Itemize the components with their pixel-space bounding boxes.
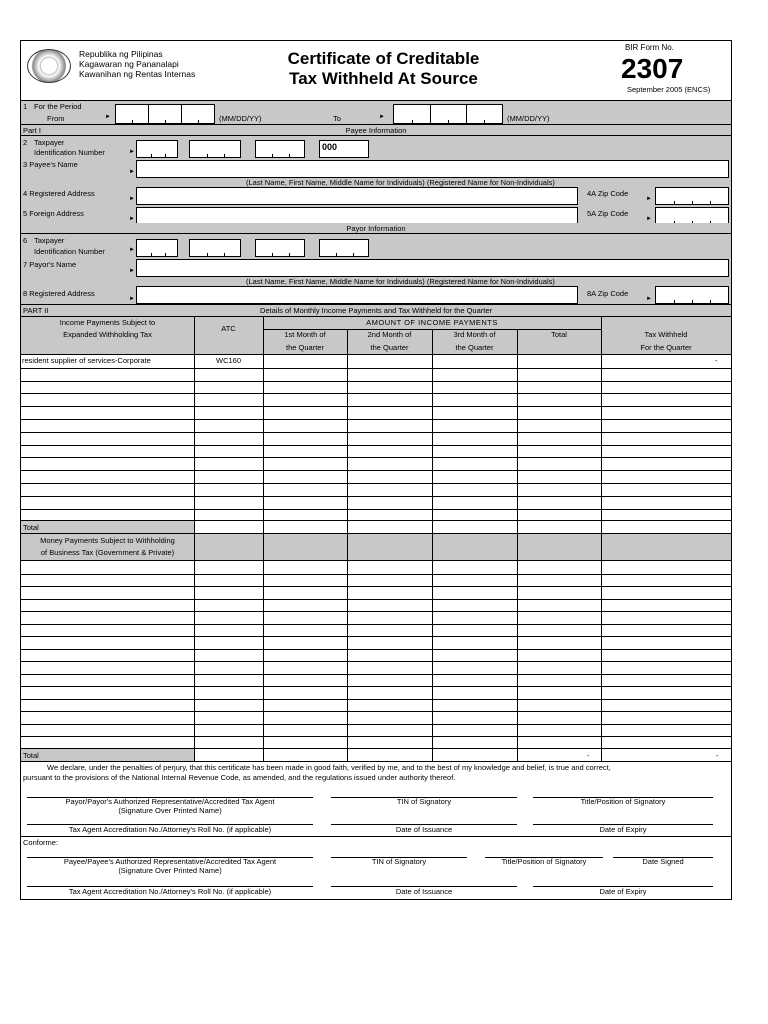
- form-header: [21, 41, 731, 101]
- payor-name-hint: (Last Name, First Name, Middle Name for Individuals) (Registered Name for Non-Individuals): [246, 277, 555, 286]
- payee-tin-label-2: Identification Number: [34, 148, 105, 157]
- agency-name: [79, 49, 195, 79]
- ewt-table-body: [21, 355, 731, 521]
- payee-tin-part2[interactable]: [189, 140, 241, 158]
- row1-tax-withheld: -: [715, 356, 718, 365]
- payee-tin-branch[interactable]: [319, 140, 369, 158]
- business-total-amount: -: [587, 751, 590, 760]
- payee-address-input[interactable]: [136, 187, 578, 205]
- business-total-row: [194, 749, 731, 762]
- payor-header: [21, 223, 731, 234]
- bir-form-2307: [20, 40, 732, 900]
- business-total-label: Total: [23, 751, 39, 760]
- payee-info-title: Payee Information: [345, 126, 407, 135]
- payor-address-input[interactable]: [136, 286, 578, 304]
- payee-tin-part3[interactable]: [255, 140, 305, 158]
- bir-seal-icon: [27, 49, 71, 83]
- payor-zip-input[interactable]: [655, 286, 729, 304]
- payee-rep-label-1: Payee/Payee's Authorized Representative/Accredited Tax Agent: [63, 857, 277, 866]
- payee-date-signed-label: Date Signed: [642, 857, 684, 866]
- payee-date-expiry-label: Date of Expiry: [599, 887, 647, 896]
- income-table-header: [21, 317, 731, 355]
- business-tax-table-body: [21, 561, 731, 749]
- period-to-label: To: [333, 114, 341, 123]
- payee-tin-label-1: Taxpayer: [34, 138, 65, 147]
- payor-title-label: Title/Position of Signatory: [580, 797, 666, 806]
- form-number-label: BIR Form No.: [625, 43, 674, 52]
- period-from-label: From: [47, 114, 65, 123]
- payor-tin-signatory-label: TIN of Signatory: [396, 797, 452, 806]
- ewt-total-label-cell: [21, 521, 194, 534]
- payor-tin-part3[interactable]: [255, 239, 305, 257]
- business-tax-label-1: Money Payments Subject to Withholding: [40, 536, 175, 545]
- payee-foreign-address-label: 5 Foreign Address: [23, 209, 84, 218]
- payee-title-label: Title/Position of Signatory: [501, 857, 587, 866]
- payee-tin-num: 2: [23, 138, 28, 147]
- col-month2-1: 2nd Month of: [367, 330, 412, 339]
- business-tax-header: [21, 534, 731, 561]
- col-total: Total: [551, 330, 567, 339]
- payee-zip-label: 4A Zip Code: [587, 189, 629, 198]
- form-number: 2307: [621, 53, 684, 84]
- payee-foreign-zip-label: 5A Zip Code: [587, 209, 629, 218]
- col-amount-header: AMOUNT OF INCOME PAYMENTS: [366, 318, 498, 327]
- part2-label: PART II: [23, 306, 49, 315]
- business-total-label-cell: [21, 749, 194, 762]
- period-from-input[interactable]: [115, 104, 215, 124]
- col-month1-1: 1st Month of: [284, 330, 326, 339]
- period-to-format: (MM/DD/YY): [507, 114, 550, 123]
- payor-info-title: Payor Information: [346, 224, 406, 233]
- col-month3-2: the Quarter: [455, 343, 494, 352]
- payee-date-issuance-label: Date of Issuance: [395, 887, 453, 896]
- payor-tin-label-2: Identification Number: [34, 247, 105, 256]
- col-month1-2: the Quarter: [286, 343, 324, 352]
- form-title-line-2: Tax Withheld At Source: [289, 69, 478, 88]
- payee-address-label: 4 Registered Address: [23, 189, 95, 198]
- declaration-line-2: pursuant to the provisions of the National Internal Revenue Code, as amended, and the regulations issued under authority thereof.: [23, 773, 456, 782]
- period-label: For the Period: [34, 102, 82, 111]
- part1-label: Part I: [23, 126, 41, 135]
- payee-zip-input[interactable]: [655, 187, 729, 205]
- ewt-total-label: Total: [23, 523, 39, 532]
- row1-atc: WC160: [215, 356, 241, 365]
- payee-name-hint: (Last Name, First Name, Middle Name for Individuals) (Registered Name for Non-Individuals): [246, 178, 555, 187]
- payor-section: 6 Taxpayer Identification Number ► 7 Payor's Name ► (Last Name, First Name, Middle Name for Individuals) (Registered Name for Non-Individuals) 8 Registered Address ► 8A Zip Code ►: [21, 234, 731, 305]
- conforme-label: Conforme:: [23, 838, 59, 847]
- form-title-line-1: Certificate of Creditable: [287, 49, 480, 68]
- payee-tin-branch-value: 000: [322, 142, 338, 152]
- payor-rep-label-1: Payor/Payor's Authorized Representative/Accredited Tax Agent: [65, 797, 275, 806]
- col-month2-2: the Quarter: [370, 343, 409, 352]
- part1-header: [21, 125, 731, 136]
- payor-date-expiry-label: Date of Expiry: [599, 825, 647, 834]
- payor-tin-num: 6: [23, 236, 28, 245]
- declaration-line-1: We declare, under the penalties of perjury, that this certificate has been made in good faith, verified by me, and to the best of my knowledge and belief, is true and correct,: [47, 763, 611, 772]
- payor-name-label: 7 Payor's Name: [23, 260, 77, 269]
- payee-tin-signatory-label: TIN of Signatory: [371, 857, 427, 866]
- col-month3-1: 3rd Month of: [453, 330, 496, 339]
- part2-header: [21, 305, 731, 317]
- payee-tin-part1[interactable]: [136, 140, 178, 158]
- period-row: 1 For the Period From ► (MM/DD/YY) To ► (MM/DD/YY): [21, 101, 731, 125]
- payor-rep-label-2: (Signature Over Printed Name): [118, 806, 222, 815]
- payee-accreditation-label: Tax Agent Accreditation No./Attorney's Roll No. (if applicable): [68, 887, 272, 896]
- business-total-tax: -: [716, 751, 719, 760]
- payor-tin-part2[interactable]: [189, 239, 241, 257]
- col-tax-withheld-1: Tax Withheld: [644, 330, 688, 339]
- business-tax-label-2: of Business Tax (Government & Private): [40, 548, 175, 557]
- payor-tin-branch[interactable]: [319, 239, 369, 257]
- form-title: [251, 49, 516, 89]
- payee-name-label: 3 Payee's Name: [23, 160, 78, 169]
- agency-line-2: Kagawaran ng Pananalapi: [79, 59, 179, 69]
- payor-tin-part1[interactable]: [136, 239, 178, 257]
- payor-date-issuance-label: Date of Issuance: [395, 825, 453, 834]
- payee-section: 2 Taxpayer Identification Number ► 000 3 Payee's Name ► (Last Name, First Name, Middle Name for Individuals) (Registered Name for Non-Individuals) 4 Registered Address ► 4A Zip Code ► 5 Foreign Address ► 5A Zip Code ►: [21, 136, 731, 234]
- period-from-format: (MM/DD/YY): [219, 114, 262, 123]
- payor-tin-label-1: Taxpayer: [34, 236, 65, 245]
- ewt-total-row: [194, 521, 731, 534]
- payor-address-label: 8 Registered Address: [23, 289, 95, 298]
- payor-name-input[interactable]: [136, 259, 729, 277]
- form-version-date: September 2005 (ENCS): [627, 85, 711, 94]
- col-tax-withheld-2: For the Quarter: [640, 343, 692, 352]
- part2-title: Details of Monthly Income Payments and Tax Withheld for the Quarter: [259, 306, 493, 315]
- agency-line-3: Kawanihan ng Rentas Internas: [79, 69, 196, 79]
- col-income-payments-2: Expanded Withholding Tax: [63, 330, 152, 339]
- agency-line-1: Republika ng Pilipinas: [79, 49, 163, 59]
- payor-accreditation-label: Tax Agent Accreditation No./Attorney's Roll No. (if applicable): [68, 825, 272, 834]
- period-num: 1: [23, 102, 28, 111]
- payee-name-input[interactable]: [136, 160, 729, 178]
- payee-rep-label-2: (Signature Over Printed Name): [118, 866, 222, 875]
- payor-zip-label: 8A Zip Code: [587, 289, 629, 298]
- row1-description: resident supplier of services-Corporate: [22, 356, 151, 365]
- col-income-payments-1: Income Payments Subject to: [59, 318, 156, 327]
- col-atc: ATC: [221, 324, 236, 333]
- period-to-input[interactable]: [393, 104, 503, 124]
